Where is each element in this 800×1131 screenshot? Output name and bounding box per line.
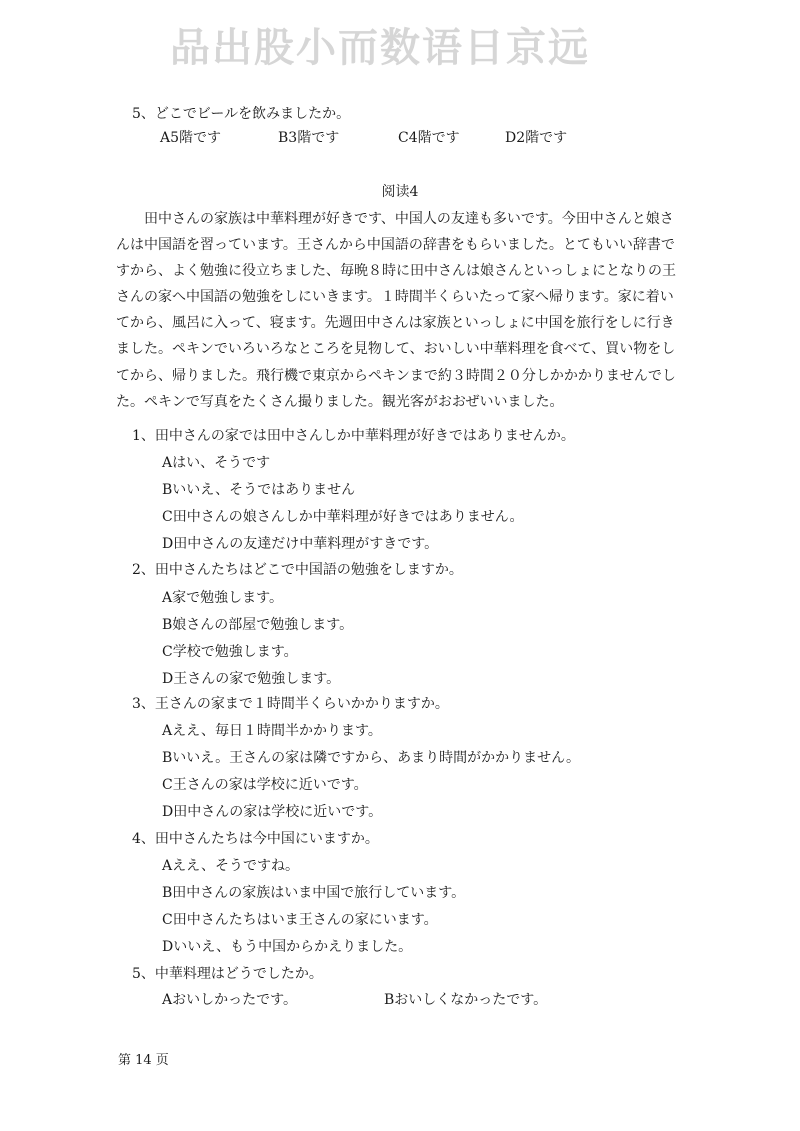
passage-line: んは中国語を習っています。王さんから中国語の辞書をもらいました。とてもいい辞書で (116, 237, 675, 254)
page-number: 第 14 页 (118, 1053, 169, 1068)
option-d: D2階です (505, 130, 568, 146)
passage-line: てから、風呂に入って、寝ます。先週田中さんは家族といっしょに中国を旅行をしに行き (116, 315, 675, 332)
section-title: 阅读4 (381, 184, 419, 200)
question-stem: 5、どこでビールを飲みましたか。 (132, 106, 351, 122)
passage-line: 田中さんの家族は中華料理が好きです、中国人の友達も多いです。今田中さんと娘さ (116, 211, 674, 227)
passage-line: ました。ペキンでいろいろなところを見物して、おいしい中華料理を食べて、買い物をし (116, 341, 676, 358)
option-d: D田中さんの家は学校に近いです。 (162, 804, 383, 820)
question-stem: 3、王さんの家まで１時間半くらいかかりますか。 (132, 696, 449, 712)
option-a: Aええ、毎日１時間半かかります。 (162, 723, 382, 739)
option-a: Aはい、そうです (162, 455, 271, 471)
option-c: C王さんの家は学校に近いです。 (162, 777, 368, 793)
option-b: Bいいえ、そうではありません (162, 482, 356, 498)
passage-line: さんの家へ中国語の勉強をしにいきます。１時間半くらいたって家へ帰ります。家に着い (116, 289, 674, 306)
option-b: Bいいえ。王さんの家は隣ですから、あまり時間がかかりません。 (162, 750, 580, 766)
option-a: Aええ、そうですね。 (162, 858, 299, 874)
question-stem: 1、田中さんの家では田中さんしか中華料理が好きではありませんか。 (132, 428, 575, 444)
question-stem: 2、田中さんたちはどこで中国語の勉強をしますか。 (132, 562, 463, 578)
option-a: A家で勉強します。 (162, 590, 283, 606)
header-watermark: 品出股小而数语日京远 (170, 25, 590, 71)
passage-line: てから、帰りました。飛行機で東京からペキンまで約３時間２０分しかかかりませんでし (116, 367, 676, 384)
option-c: C学校で勉強します。 (162, 644, 298, 660)
option-a: Aおいしかったです。 (162, 992, 297, 1008)
option-b: B田中さんの家族はいま中国で旅行しています。 (162, 885, 466, 901)
question-stem: 4、田中さんたちは今中国にいますか。 (132, 831, 379, 847)
option-d: D田中さんの友達だけ中華料理がすきです。 (162, 536, 439, 552)
option-d: Dいいえ、もう中国からかえりました。 (162, 939, 413, 955)
option-b: B娘さんの部屋で勉強します。 (162, 617, 354, 633)
option-d: D王さんの家で勉強します。 (162, 671, 341, 687)
question-stem: 5、中華料理はどうでしたか。 (132, 966, 323, 982)
reading-passage (116, 206, 696, 415)
option-a: A5階です (160, 130, 222, 146)
passage-line: た。ペキンで写真をたくさん撮りました。観光客がおおぜいいました。 (116, 393, 564, 410)
option-c: C4階です (398, 130, 460, 146)
option-c: C田中さんたちはいま王さんの家にいます。 (162, 912, 438, 928)
passage-line: すから、よく勉強に役立ちました、毎晩８時に田中さんは娘さんといっしょにとなりの王 (116, 263, 676, 280)
option-b: Bおいしくなかったです。 (384, 992, 548, 1008)
option-c: C田中さんの娘さんしか中華料理が好きではありません。 (162, 509, 524, 525)
option-b: B3階です (278, 130, 340, 146)
